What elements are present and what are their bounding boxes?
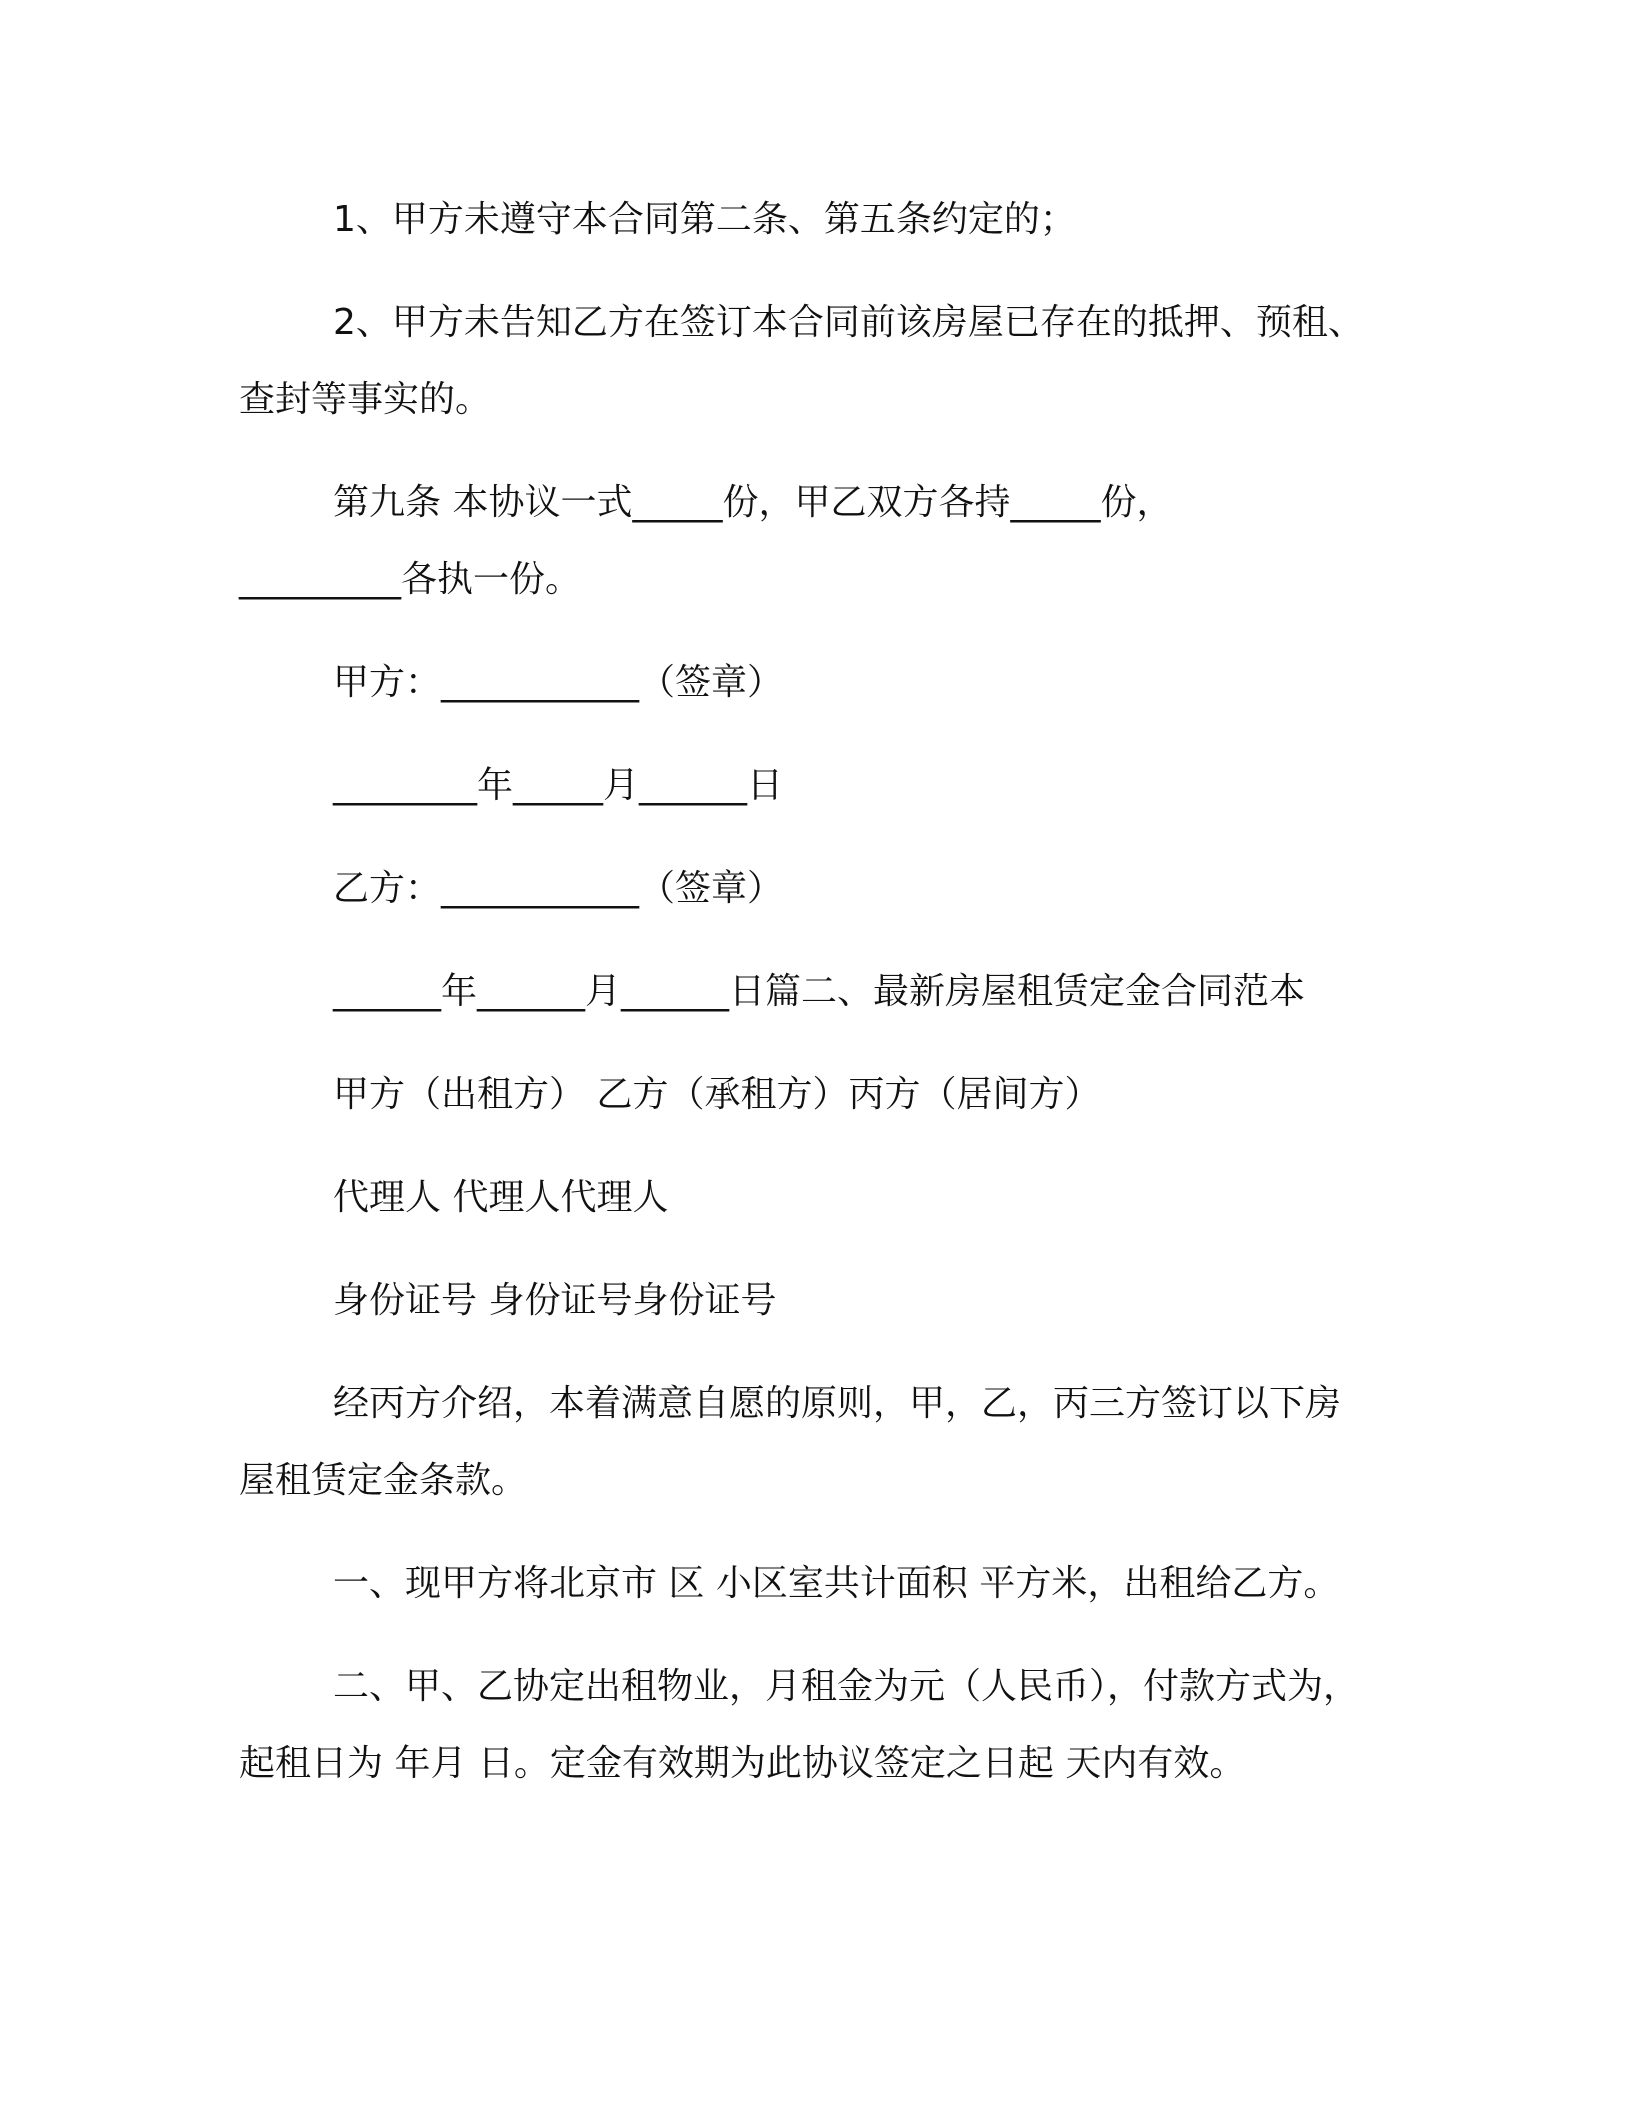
agents-line: 代理人 代理人代理人 bbox=[333, 1177, 669, 1218]
id-numbers-line: 身份证号 身份证号身份证号 bbox=[333, 1280, 777, 1321]
party-b-signature: 乙方：___________（签章） bbox=[333, 868, 784, 909]
term-two-continued: 起租日为 年月 日。定金有效期为此协议签定之日起 天内有效。 bbox=[239, 1743, 1246, 1784]
term-one: 一、现甲方将北京市 区 小区室共计面积 平方米，出租给乙方。 bbox=[333, 1563, 1340, 1604]
article-nine-continued: _________各执一份。 bbox=[239, 559, 582, 600]
party-b-date-and-section-title: ______年______月______日篇二、最新房屋租赁定金合同范本 bbox=[333, 971, 1306, 1012]
parties-line: 甲方（出租方） 乙方（承租方）丙方（居间方） bbox=[333, 1074, 1101, 1115]
clause-item-2-continued: 查封等事实的。 bbox=[239, 379, 492, 420]
intro-paragraph: 经丙方介绍，本着满意自愿的原则，甲，乙，丙三方签订以下房 bbox=[333, 1383, 1342, 1424]
clause-item-2: 2、甲方未告知乙方在签订本合同前该房屋已存在的抵押、预租、 bbox=[333, 302, 1364, 343]
intro-paragraph-continued: 屋租赁定金条款。 bbox=[239, 1460, 528, 1501]
clause-item-1: 1、甲方未遵守本合同第二条、第五条约定的； bbox=[333, 199, 1076, 240]
article-nine: 第九条 本协议一式_____份，甲乙双方各持_____份， bbox=[333, 482, 1173, 523]
party-a-signature: 甲方：___________（签章） bbox=[333, 662, 784, 703]
party-a-date: ________年_____月______日 bbox=[333, 765, 783, 806]
term-two: 二、甲、乙协定出租物业，月租金为元（人民币），付款方式为， bbox=[333, 1666, 1360, 1707]
